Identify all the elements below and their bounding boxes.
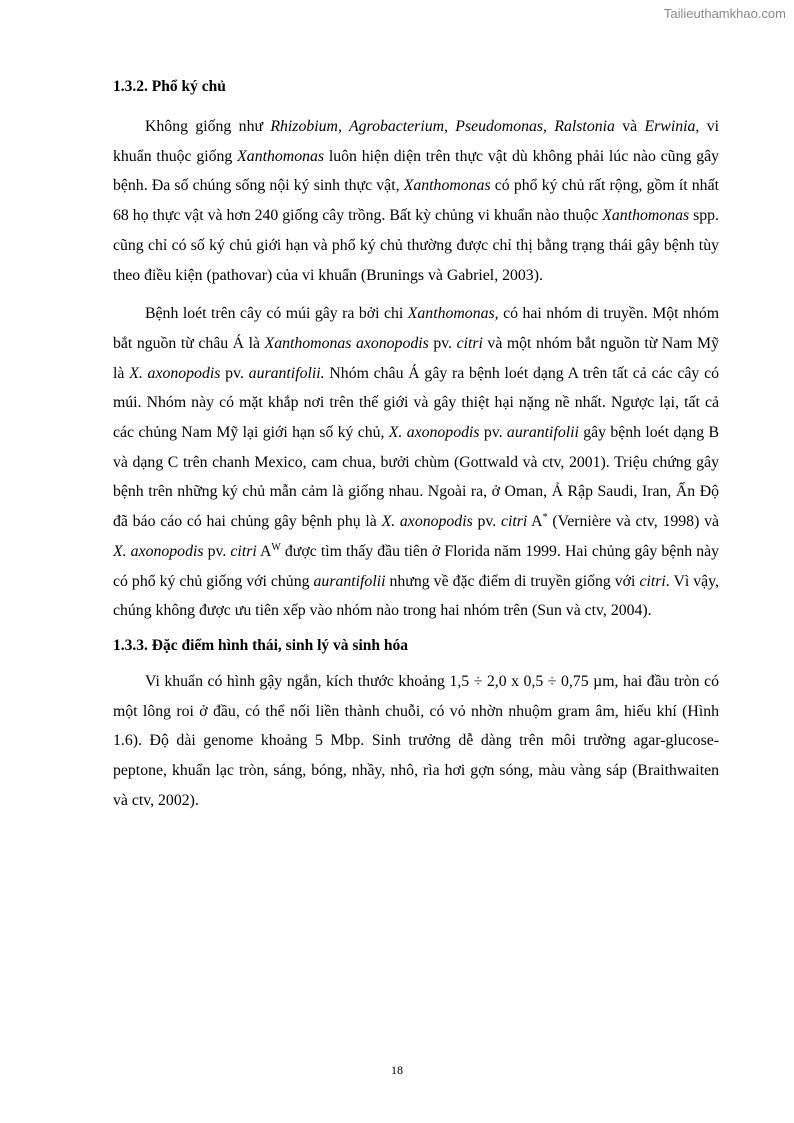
text-run: , vi khuẩn thuộc giống: [113, 118, 719, 165]
text-run: được tìm thấy đầu tiên ở Florida năm 1999. Hai chủng gây bệnh này có phổ ký chủ giống với chủng: [113, 542, 719, 590]
genus-names: Rhizobium, Agrobacterium, Pseudomonas, Ralstonia: [270, 118, 615, 135]
species-name: X. axonopodis: [113, 542, 204, 560]
text-run: và một nhóm bắt nguồn từ Nam Mỹ là: [113, 334, 719, 382]
text-run: Bệnh loét trên cây có múi gây ra bởi chi: [145, 305, 408, 323]
superscript: *: [542, 512, 548, 524]
page-number: 18: [391, 1063, 403, 1077]
pathovar-name: citri: [500, 513, 528, 531]
paragraph-host-range-2: [113, 299, 719, 626]
text-run: Không giống như: [145, 118, 271, 135]
text-run: và: [614, 118, 645, 135]
watermark: Tailieuthamkhao.com: [663, 6, 786, 21]
text-run: có phổ ký chủ rất rộng, gồm ít nhất 68 họ thực vật và hơn 240 giống cây trồng. Bất kỳ chủng vi khuẩn nào thuộc: [113, 177, 719, 225]
pathovar-name: citri: [230, 542, 257, 560]
page-content: [113, 76, 719, 815]
section-heading-1-3-3: 1.3.3. Đặc điểm hình thái, sinh lý và sinh hóa: [113, 636, 409, 654]
text-run: gây bệnh loét dạng B và dạng C trên chanh Mexico, cam chua, bưởi chùm (Gottwald và ctv, 2001). Triệu chứng gây bệnh trên những ký chủ mẫn cảm là giống nhau. Ngoài ra, ở Oman, Ả Rập Saudi, Iran, Ấn Độ đã báo cáo có hai chủng gây bệnh phụ là: [113, 424, 719, 531]
superscript: W: [271, 541, 281, 553]
text-run: pv.: [479, 424, 507, 442]
text-run: A: [527, 513, 543, 531]
pathovar-name: aurantifolii.: [248, 364, 325, 382]
text-run: spp. cũng chỉ có số ký chủ giới hạn và phổ ký chủ thường được chỉ thị bằng trạng thái gây bệnh tùy theo điều kiện (pathovar) của vi khuẩn (Brunings và Gabriel, 2003).: [113, 207, 719, 284]
species-name: X. axonopodis: [129, 364, 221, 382]
pathovar-name: citri: [456, 334, 483, 352]
text-run: pv.: [428, 334, 457, 352]
genus-erwinia: Erwinia: [644, 118, 696, 135]
text-run: Nhóm châu Á gây ra bệnh loét dạng A trên tất cả các cây có múi. Nhóm này có mặt khắp nơi trên thế giới và gây thiệt hại nặng nề nhất. Ngược lại, tất cả các chủng Nam Mỹ lại giới hạn số ký chủ,: [113, 364, 719, 442]
text-run: nhưng về đặc điểm di truyền giống với: [385, 572, 640, 590]
text-run: . Vì vậy, chúng không được ưu tiên xếp vào nhóm nào trong hai nhóm trên (Sun và ctv, 2004).: [113, 572, 719, 620]
paragraph-morphology: Vi khuẩn có hình gậy ngắn, kích thước khoảng 1,5 ÷ 2,0 x 0,5 ÷ 0,75 µm, hai đầu tròn có một lông roi ở đầu, có thể nối liền thành chuỗi, có vỏ nhờn nhuộm gram âm, hiếu khí (Hình 1.6). Độ dài genome khoảng 5 Mbp. Sinh trưởng dễ dàng trên môi trường agar-glucose-peptone, khuẩn lạc tròn, sáng, bóng, nhầy, nhô, rìa hơi gợn sóng, màu vàng sáp (Braithwaiten và ctv, 2002).: [113, 672, 719, 809]
species-name: Xanthomonas axonopodis: [264, 334, 429, 352]
text-run: có hai nhóm di truyền. Một nhóm bắt nguồn từ châu Á là: [113, 305, 719, 352]
text-run: (Vernière và ctv, 1998) và: [547, 513, 719, 531]
text-run: pv.: [472, 513, 501, 531]
pathovar-name: citri: [639, 572, 666, 590]
paragraph-host-range-1: [113, 112, 719, 290]
pathovar-name: aurantifolii: [313, 572, 386, 590]
text-run: luôn hiện diện trên thực vật dù không phải lúc nào cũng gây bệnh. Đa số chúng sống nội ký sinh thực vật,: [113, 147, 720, 195]
text-run: A: [256, 542, 272, 560]
text-run: pv.: [203, 542, 231, 560]
pathovar-name: aurantifolii: [506, 424, 579, 442]
text-run: pv.: [220, 364, 249, 382]
genus-xanthomonas: Xanthomonas: [237, 147, 325, 165]
genus-xanthomonas: Xanthomonas: [403, 177, 491, 195]
genus-xanthomonas: Xanthomonas: [602, 207, 690, 225]
section-heading-1-3-2: 1.3.2. Phổ ký chủ: [113, 78, 226, 95]
species-name: X. axonopodis: [381, 513, 473, 531]
genus-xanthomonas: Xanthomonas,: [407, 305, 499, 323]
species-name: X. axonopodis: [388, 424, 480, 442]
